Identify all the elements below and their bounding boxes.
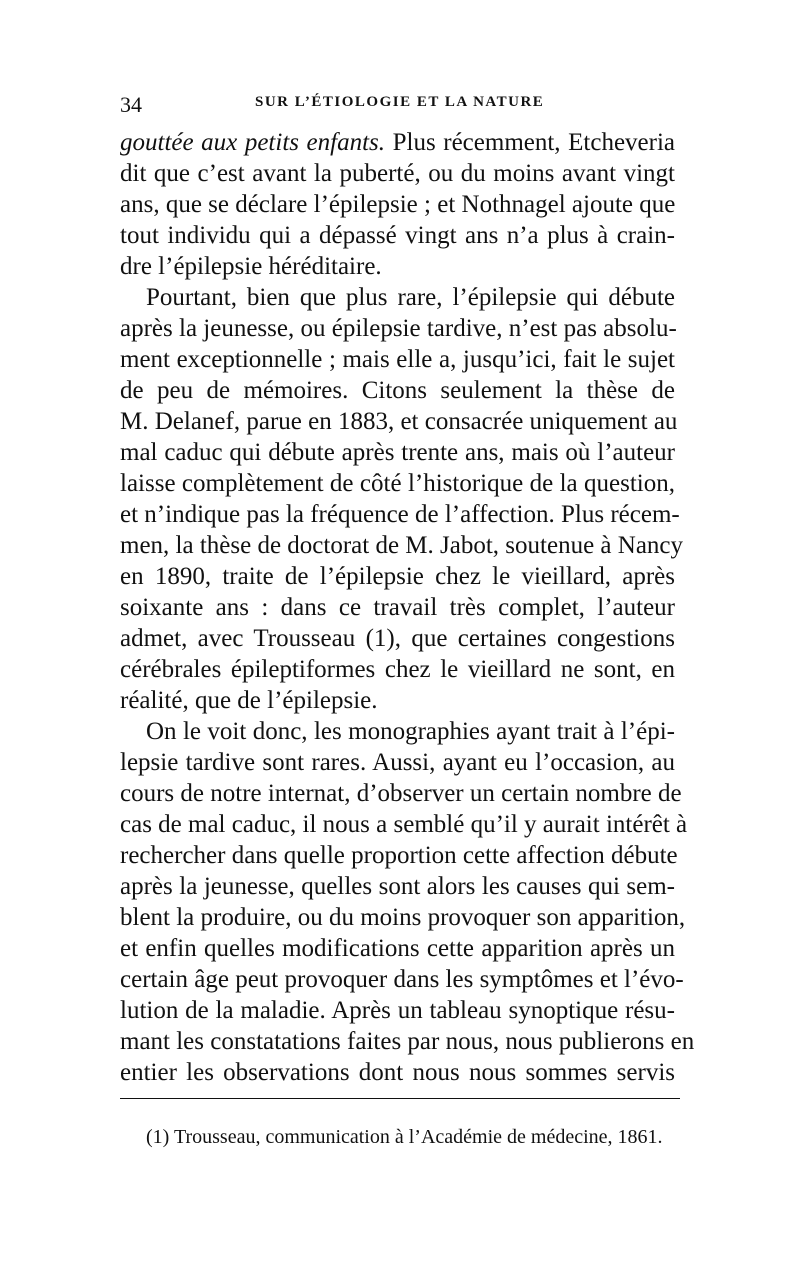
footnote-rule (120, 1098, 680, 1099)
text-line: admet, avec Trousseau (1), que certaines congestions (120, 625, 675, 652)
text-line: cérébrales épileptiformes chez le vieillard ne sont, en (120, 656, 675, 683)
paragraph-end-line: réalité, que de l’épilepsie. (120, 687, 378, 714)
text-line: rechercher dans quelle proportion cette affection débute (120, 842, 678, 869)
text-line: blent la produire, ou du moins provoquer son apparition, (120, 904, 686, 931)
paragraph-first-line: On le voit donc, les monographies ayant trait à l’épi- (146, 718, 675, 745)
footnote: (1) Trousseau, communication à l’Académie de médecine, 1861. (146, 1126, 663, 1148)
text-line: mant les constatations faites par nous, nous publierons en (120, 1028, 695, 1055)
text-line: certain âge peut provoquer dans les symptômes et l’évo- (120, 966, 684, 993)
text-line: entier les observations dont nous nous sommes servis (120, 1059, 675, 1086)
text-line: M. Delanef, parue en 1883, et consacrée uniquement au (120, 408, 678, 435)
text-line: et n’indique pas la fréquence de l’affection. Plus récem- (120, 501, 680, 528)
page-header (120, 92, 680, 122)
text-run: Plus récemment, Etcheveria (385, 129, 675, 156)
text-line: tout individu qui a dépassé vingt ans n’a plus à crain- (120, 222, 675, 249)
text-line: après la jeunesse, ou épilepsie tardive, n’est pas absolu- (120, 315, 677, 342)
text-line: dit que c’est avant la puberté, ou du moins avant vingt (120, 160, 675, 187)
text-line: ans, que se déclare l’épilepsie ; et Nothnagel ajoute que (120, 191, 676, 218)
text-line: après la jeunesse, quelles sont alors les causes qui sem- (120, 873, 675, 900)
text-line: soixante ans : dans ce travail très complet, l’auteur (120, 594, 675, 621)
paragraph-first-line: Pourtant, bien que plus rare, l’épilepsie qui débute (146, 284, 675, 311)
running-head: SUR L’ÉTIOLOGIE ET LA NATURE (255, 94, 545, 110)
text-line: cas de mal caduc, il nous a semblé qu’il y aurait intérêt à (120, 811, 688, 838)
text-line: mal caduc qui débute après trente ans, mais où l’auteur (120, 439, 675, 466)
text-line: et enfin quelles modifications cette apparition après un (120, 935, 675, 962)
text-line: men, la thèse de doctorat de M. Jabot, soutenue à Nancy (120, 532, 684, 559)
text-line: cours de notre internat, d’observer un certain nombre de (120, 780, 682, 807)
italic-phrase: gouttée aux petits enfants. (120, 129, 386, 156)
text-line: lution de la maladie. Après un tableau synoptique résu- (120, 997, 675, 1024)
text-line (120, 128, 675, 158)
page-number: 34 (120, 92, 142, 117)
text-line: de peu de mémoires. Citons seulement la thèse de (120, 377, 675, 404)
text-line: lepsie tardive sont rares. Aussi, ayant eu l’occasion, au (120, 749, 675, 776)
paragraph-end-line: dre l’épilepsie héréditaire. (120, 253, 382, 280)
text-line: laisse complètement de côté l’historique de la question, (120, 470, 675, 497)
text-line: en 1890, traite de l’épilepsie chez le vieillard, après (120, 563, 675, 590)
text-line: ment exceptionnelle ; mais elle a, jusqu’ici, fait le sujet (120, 346, 675, 373)
